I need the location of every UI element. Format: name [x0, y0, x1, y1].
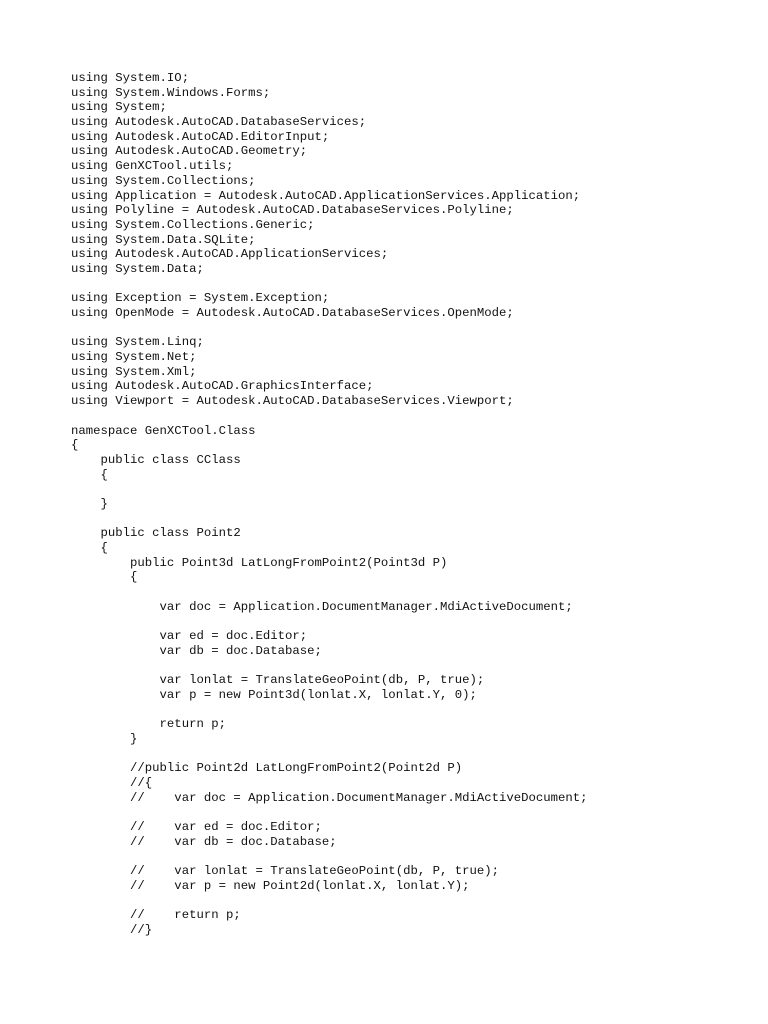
- code-line: using System.Net;: [71, 350, 197, 365]
- code-line: {: [71, 438, 79, 453]
- code-line: // return p;: [71, 908, 241, 923]
- code-line: // var lonlat = TranslateGeoPoint(db, P, true);: [71, 864, 500, 879]
- source-code-block: [71, 71, 588, 938]
- code-line: using Exception = System.Exception;: [71, 291, 330, 306]
- code-line: // var ed = doc.Editor;: [71, 820, 322, 835]
- code-line: using Autodesk.AutoCAD.EditorInput;: [71, 129, 330, 144]
- code-line: return p;: [71, 717, 226, 732]
- code-line: using OpenMode = Autodesk.AutoCAD.DatabaseServices.OpenMode;: [71, 306, 514, 320]
- code-line: [71, 614, 588, 629]
- code-line: using System.IO;: [71, 71, 190, 85]
- code-line: using System.Data.SQLite;: [71, 232, 256, 247]
- code-line: using System.Windows.Forms;: [71, 85, 271, 100]
- code-line: var doc = Application.DocumentManager.MdiActiveDocument;: [71, 599, 573, 614]
- code-line: using System.Linq;: [71, 335, 204, 350]
- code-line: using System.Collections;: [71, 173, 256, 188]
- code-line: public class CClass: [71, 452, 241, 467]
- code-line: using System.Collections.Generic;: [71, 217, 315, 232]
- code-line: using System.Data;: [71, 261, 204, 276]
- code-line: // var p = new Point2d(lonlat.X, lonlat.Y);: [71, 878, 470, 893]
- code-line: using Polyline = Autodesk.AutoCAD.DatabaseServices.Polyline;: [71, 203, 514, 218]
- code-line: [71, 482, 588, 497]
- code-line: [71, 659, 588, 674]
- code-line: using GenXCTool.utils;: [71, 159, 234, 174]
- code-line: namespace GenXCTool.Class: [71, 423, 256, 438]
- code-line: {: [71, 570, 138, 585]
- code-line: [71, 585, 588, 600]
- code-line: using System.Xml;: [71, 364, 197, 379]
- code-line: [71, 747, 588, 762]
- code-line: {: [71, 541, 108, 555]
- code-line: var lonlat = TranslateGeoPoint(db, P, true);: [71, 673, 485, 688]
- code-line: public class Point2: [71, 526, 241, 541]
- code-line: // var db = doc.Database;: [71, 834, 337, 849]
- code-line: using Autodesk.AutoCAD.Geometry;: [71, 144, 308, 159]
- code-line: using Application = Autodesk.AutoCAD.ApplicationServices.Application;: [71, 188, 581, 203]
- code-line: [71, 321, 588, 336]
- code-line: [71, 849, 588, 864]
- code-line: [71, 894, 588, 909]
- code-line: using Autodesk.AutoCAD.GraphicsInterface;: [71, 379, 374, 394]
- code-line: public Point3d LatLongFromPoint2(Point3d P): [71, 555, 448, 570]
- code-line: }: [71, 496, 108, 511]
- code-line: //}: [71, 922, 153, 937]
- code-line: }: [71, 731, 138, 746]
- code-line: var ed = doc.Editor;: [71, 629, 308, 644]
- code-line: [71, 805, 588, 820]
- code-line: [71, 409, 588, 424]
- code-line: //public Point2d LatLongFromPoint2(Point2d P): [71, 761, 463, 776]
- code-line: var p = new Point3d(lonlat.X, lonlat.Y, 0);: [71, 687, 477, 702]
- code-line: [71, 277, 588, 292]
- code-line: using System;: [71, 100, 167, 115]
- code-line: // var doc = Application.DocumentManager.MdiActiveDocument;: [71, 790, 588, 805]
- code-line: using Viewport = Autodesk.AutoCAD.DatabaseServices.Viewport;: [71, 394, 514, 409]
- code-line: [71, 512, 588, 527]
- code-line: using Autodesk.AutoCAD.ApplicationServices;: [71, 247, 389, 262]
- code-line: using Autodesk.AutoCAD.DatabaseServices;: [71, 115, 367, 130]
- code-line: [71, 703, 588, 718]
- code-line: {: [71, 467, 108, 482]
- code-line: var db = doc.Database;: [71, 643, 322, 658]
- code-line: //{: [71, 776, 153, 790]
